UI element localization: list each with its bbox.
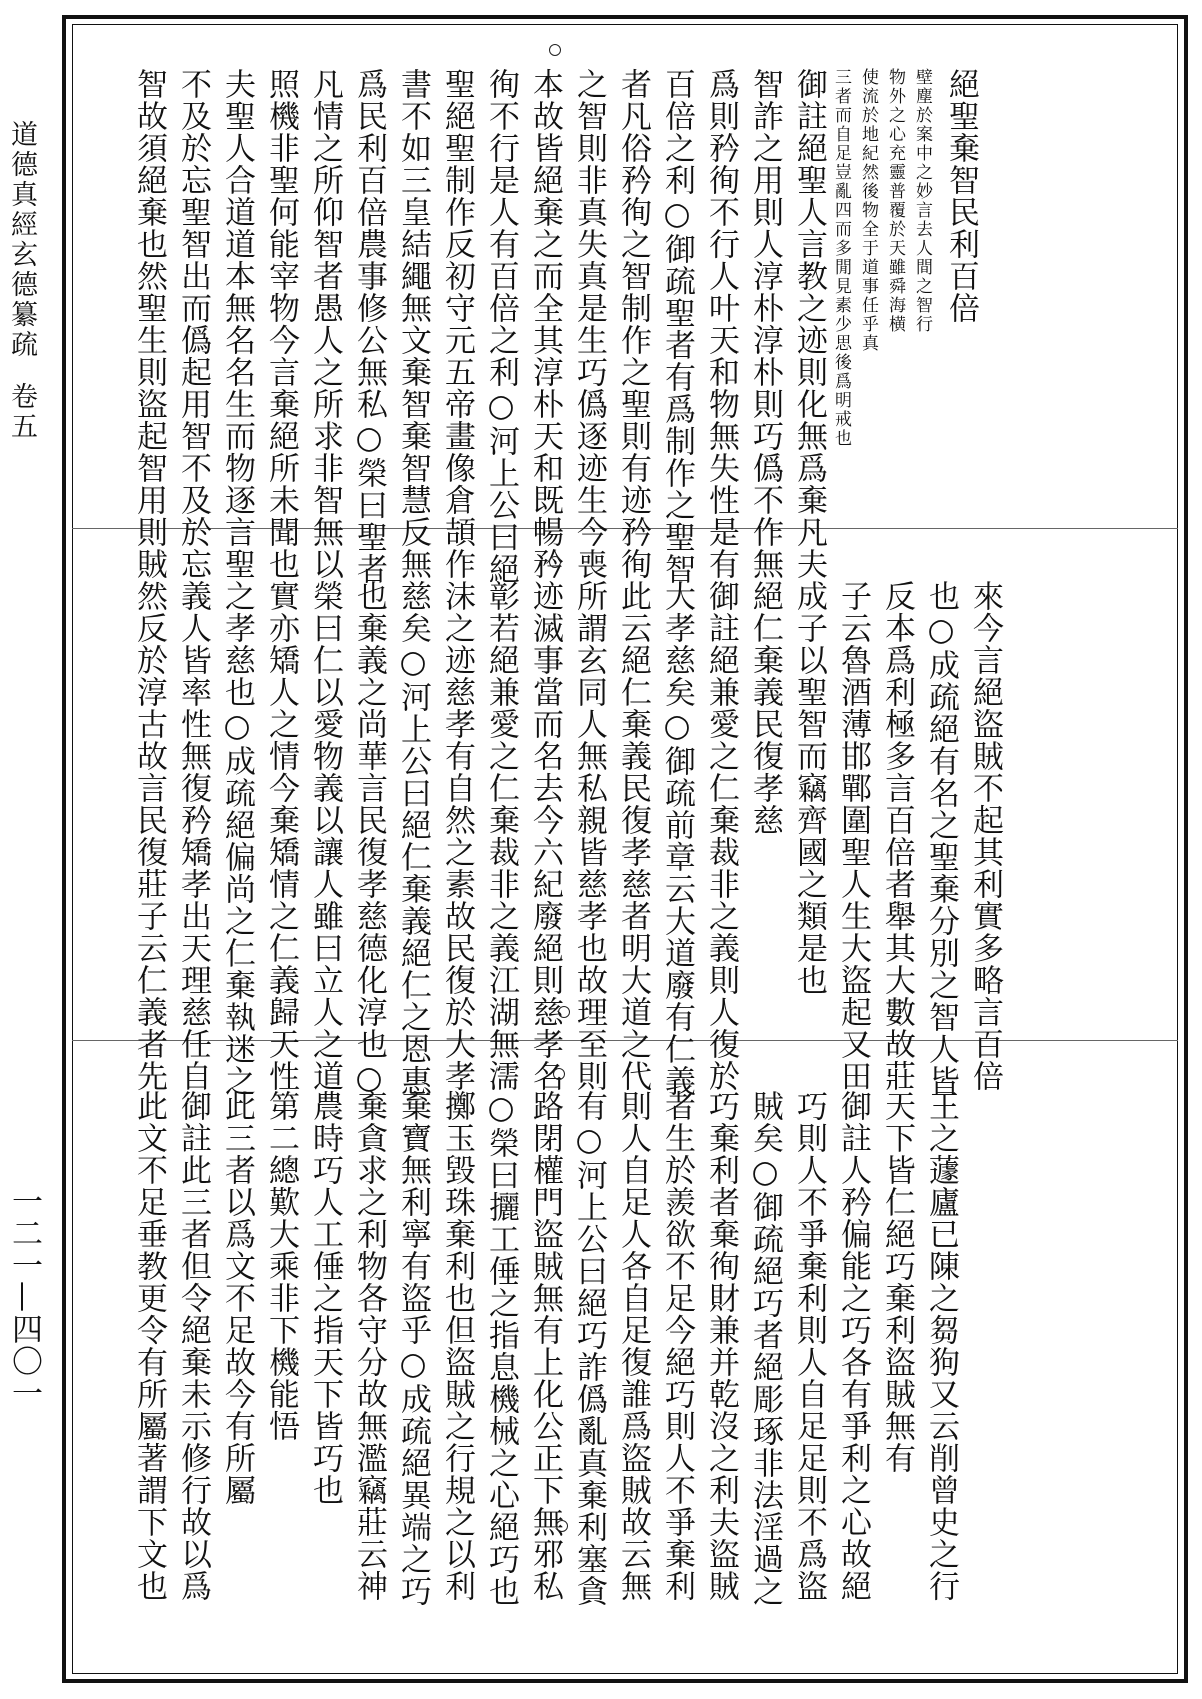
circle-marker-icon: [553, 1068, 565, 1080]
text-column: 此文不足垂教更令有所屬著謂下文也: [131, 1090, 167, 1602]
text-column: 反本爲利極多言百倍者舉其大數故莊: [879, 580, 915, 1092]
section-3: [120, 1090, 1160, 1607]
text-column: 智故須絕棄也然聖生則盜起智用則賊: [131, 68, 167, 580]
text-column: 迹滅事當而名去今六紀廢絕則慈孝名: [527, 580, 563, 1092]
text-column: 之智則非真失真是生巧僞逐迹生今喪: [571, 68, 607, 580]
text-column: 沫之迹慈孝有自然之素故民復於大孝: [439, 580, 475, 1092]
section-3-columns: [120, 1090, 959, 1607]
text-column: 此三者以爲文不足故今有所屬: [219, 1090, 255, 1506]
text-column: 成子以聖智而竊齊國之類是也: [791, 580, 827, 996]
text-column: 爲民利百倍農事修公無私○榮曰聖者: [351, 68, 387, 585]
text-column: 此云絕仁棄義民復孝慈者明大道之代: [615, 580, 651, 1092]
text-column: 不及於忘聖智出而僞起用智不及於忘: [175, 68, 211, 580]
annotation-column: 三者而自足豈亂四而多: [831, 68, 851, 258]
circle-marker-icon: [549, 44, 561, 56]
text-column: 棄寶無利寧有盜乎○成疏絕異端之巧: [395, 1090, 431, 1607]
text-column: 照機非聖何能宰物今言棄絕所未聞也: [263, 68, 299, 580]
page-number: 一二一—四〇一: [6, 1185, 42, 1409]
text-column: 第二總歎大乘非下機能悟: [263, 1090, 299, 1442]
section-1: [120, 68, 1160, 585]
section-2: [120, 580, 1160, 1097]
text-column: 天下皆仁: [879, 1090, 915, 1218]
text-column: 徇不行是人有百倍之利○河上公曰絕: [483, 68, 519, 585]
text-column: 所謂玄同人無私親皆慈孝也故理至則: [571, 580, 607, 1092]
text-column: 之孝慈也○成疏絕偏尚之仁棄執迷之: [219, 580, 255, 1097]
text-column: 者生於羨欲不足今絕巧則人不爭棄利: [659, 1090, 695, 1602]
text-column: 本故皆絕棄之而全其淳朴天和既暢矜: [527, 68, 563, 580]
text-column: 子云魯酒薄邯鄲圍聖人生大盜起又田: [835, 580, 871, 1092]
text-column: 智詐之用則人淳朴淳朴則巧僞不作無: [747, 68, 783, 580]
text-column: 榮曰仁以愛物義以讓人雖曰立人之道: [307, 580, 343, 1092]
circle-marker-icon: [549, 556, 561, 568]
text-column: 御註絕兼愛之仁棄裁非之義則人復於: [703, 580, 739, 1092]
circle-marker-icon: [558, 1006, 570, 1018]
text-column: 也○成疏絕有名之聖棄分別之智人皆: [923, 580, 959, 1097]
text-column: 巧棄利者棄徇財兼并乾沒之利夫盜賊: [703, 1090, 739, 1602]
text-column: 絕仁棄義民復孝慈: [747, 580, 783, 836]
text-column: 百倍之利○御疏聖者有爲制作之聖智: [659, 68, 695, 585]
text-column: 實亦矯人之情今棄矯情之仁義歸天性: [263, 580, 299, 1092]
text-column: 農時巧人工倕之指天下皆巧也: [307, 1090, 343, 1506]
text-column: 賊矣○御疏絕巧者絕彫琢非法淫過之: [747, 1090, 783, 1607]
annotation-column: 物外之心充靈普覆於天雖舜海横: [885, 68, 905, 334]
text-column: 御註絕聖人言教之迹則化無爲棄凡夫: [791, 68, 827, 580]
text-column: 絕巧棄利盜賊無有: [879, 1218, 915, 1474]
text-column: 慈矣○河上公曰絕仁棄義絕仁之恩惠: [395, 580, 431, 1097]
text-column: 爲則矜徇不行人叶天和物無失性是有: [703, 68, 739, 580]
section-1-columns: [120, 68, 979, 585]
volume-label: 卷五: [6, 382, 37, 442]
annotation-column: 閒見素少思後爲明戒也: [831, 258, 851, 448]
circle-marker-icon: [556, 1520, 568, 1532]
text-column: 夫聖人合道道本無名名生而物逐言聖: [219, 68, 255, 580]
text-column: 凡情之所仰智者愚人之所求非智無以: [307, 68, 343, 580]
text-column: 御註人矜偏能之巧各有爭利之心故絕: [835, 1090, 871, 1602]
text-column: 然反於淳古故言民復莊子云仁義者先: [131, 580, 167, 1092]
text-column: 王之蘧廬已陳之芻狗又云削曾史之行: [923, 1090, 959, 1602]
text-column: 絕聖棄智民利百倍: [943, 68, 979, 324]
annotation-column: 壁塵於案中之妙言去人間之智行: [912, 68, 932, 334]
text-column: 則人自足人各自足復誰爲盜賊故云無: [615, 1090, 651, 1602]
text-column: 聖絕聖制作反初守元五帝畫像倉頡作: [439, 68, 475, 580]
text-column: 有○河上公曰絕巧詐僞亂真棄利塞貪: [571, 1090, 607, 1607]
text-column: 書不如三皇結繩無文棄智棄智慧反無: [395, 68, 431, 580]
book-title: 道德真經玄德纂疏: [6, 120, 37, 360]
text-column: 來今言絕盜賊不起其利實多略言百倍: [967, 580, 1003, 1092]
text-column: 者凡俗矜徇之智制作之聖則有迹矜徇: [615, 68, 651, 580]
text-column: 大孝慈矣○御疏前章云大道廢有仁義: [659, 580, 695, 1097]
text-column: 也棄義之尚華言民復孝慈德化淳也○: [351, 580, 387, 1097]
margin-title: [2, 120, 41, 442]
text-column: 棄貪求之利物各守分故無濫竊莊云神: [351, 1090, 387, 1602]
section-2-columns: [120, 580, 1003, 1097]
text-column: 擲玉毀珠棄利也但盜賊之行規之以利: [439, 1090, 475, 1602]
text-column: 義人皆率性無復矜矯孝出天理慈任自: [175, 580, 211, 1092]
text-column: 巧則人不爭棄利則人自足足則不爲盜: [791, 1090, 827, 1602]
text-column: 御註此三者但令絕棄未示修行故以爲: [175, 1090, 211, 1602]
annotation-column: 使流於地紀然後物全于道事任乎真: [858, 68, 878, 353]
text-column: 彰若絕兼愛之仁棄裁非之義江湖無濡: [483, 580, 519, 1092]
text-column: 路閉權門盜賊無有上化公正下無邪私: [527, 1090, 563, 1602]
text-column: ○榮曰攦工倕之指息機械之心絕巧也: [483, 1090, 519, 1607]
